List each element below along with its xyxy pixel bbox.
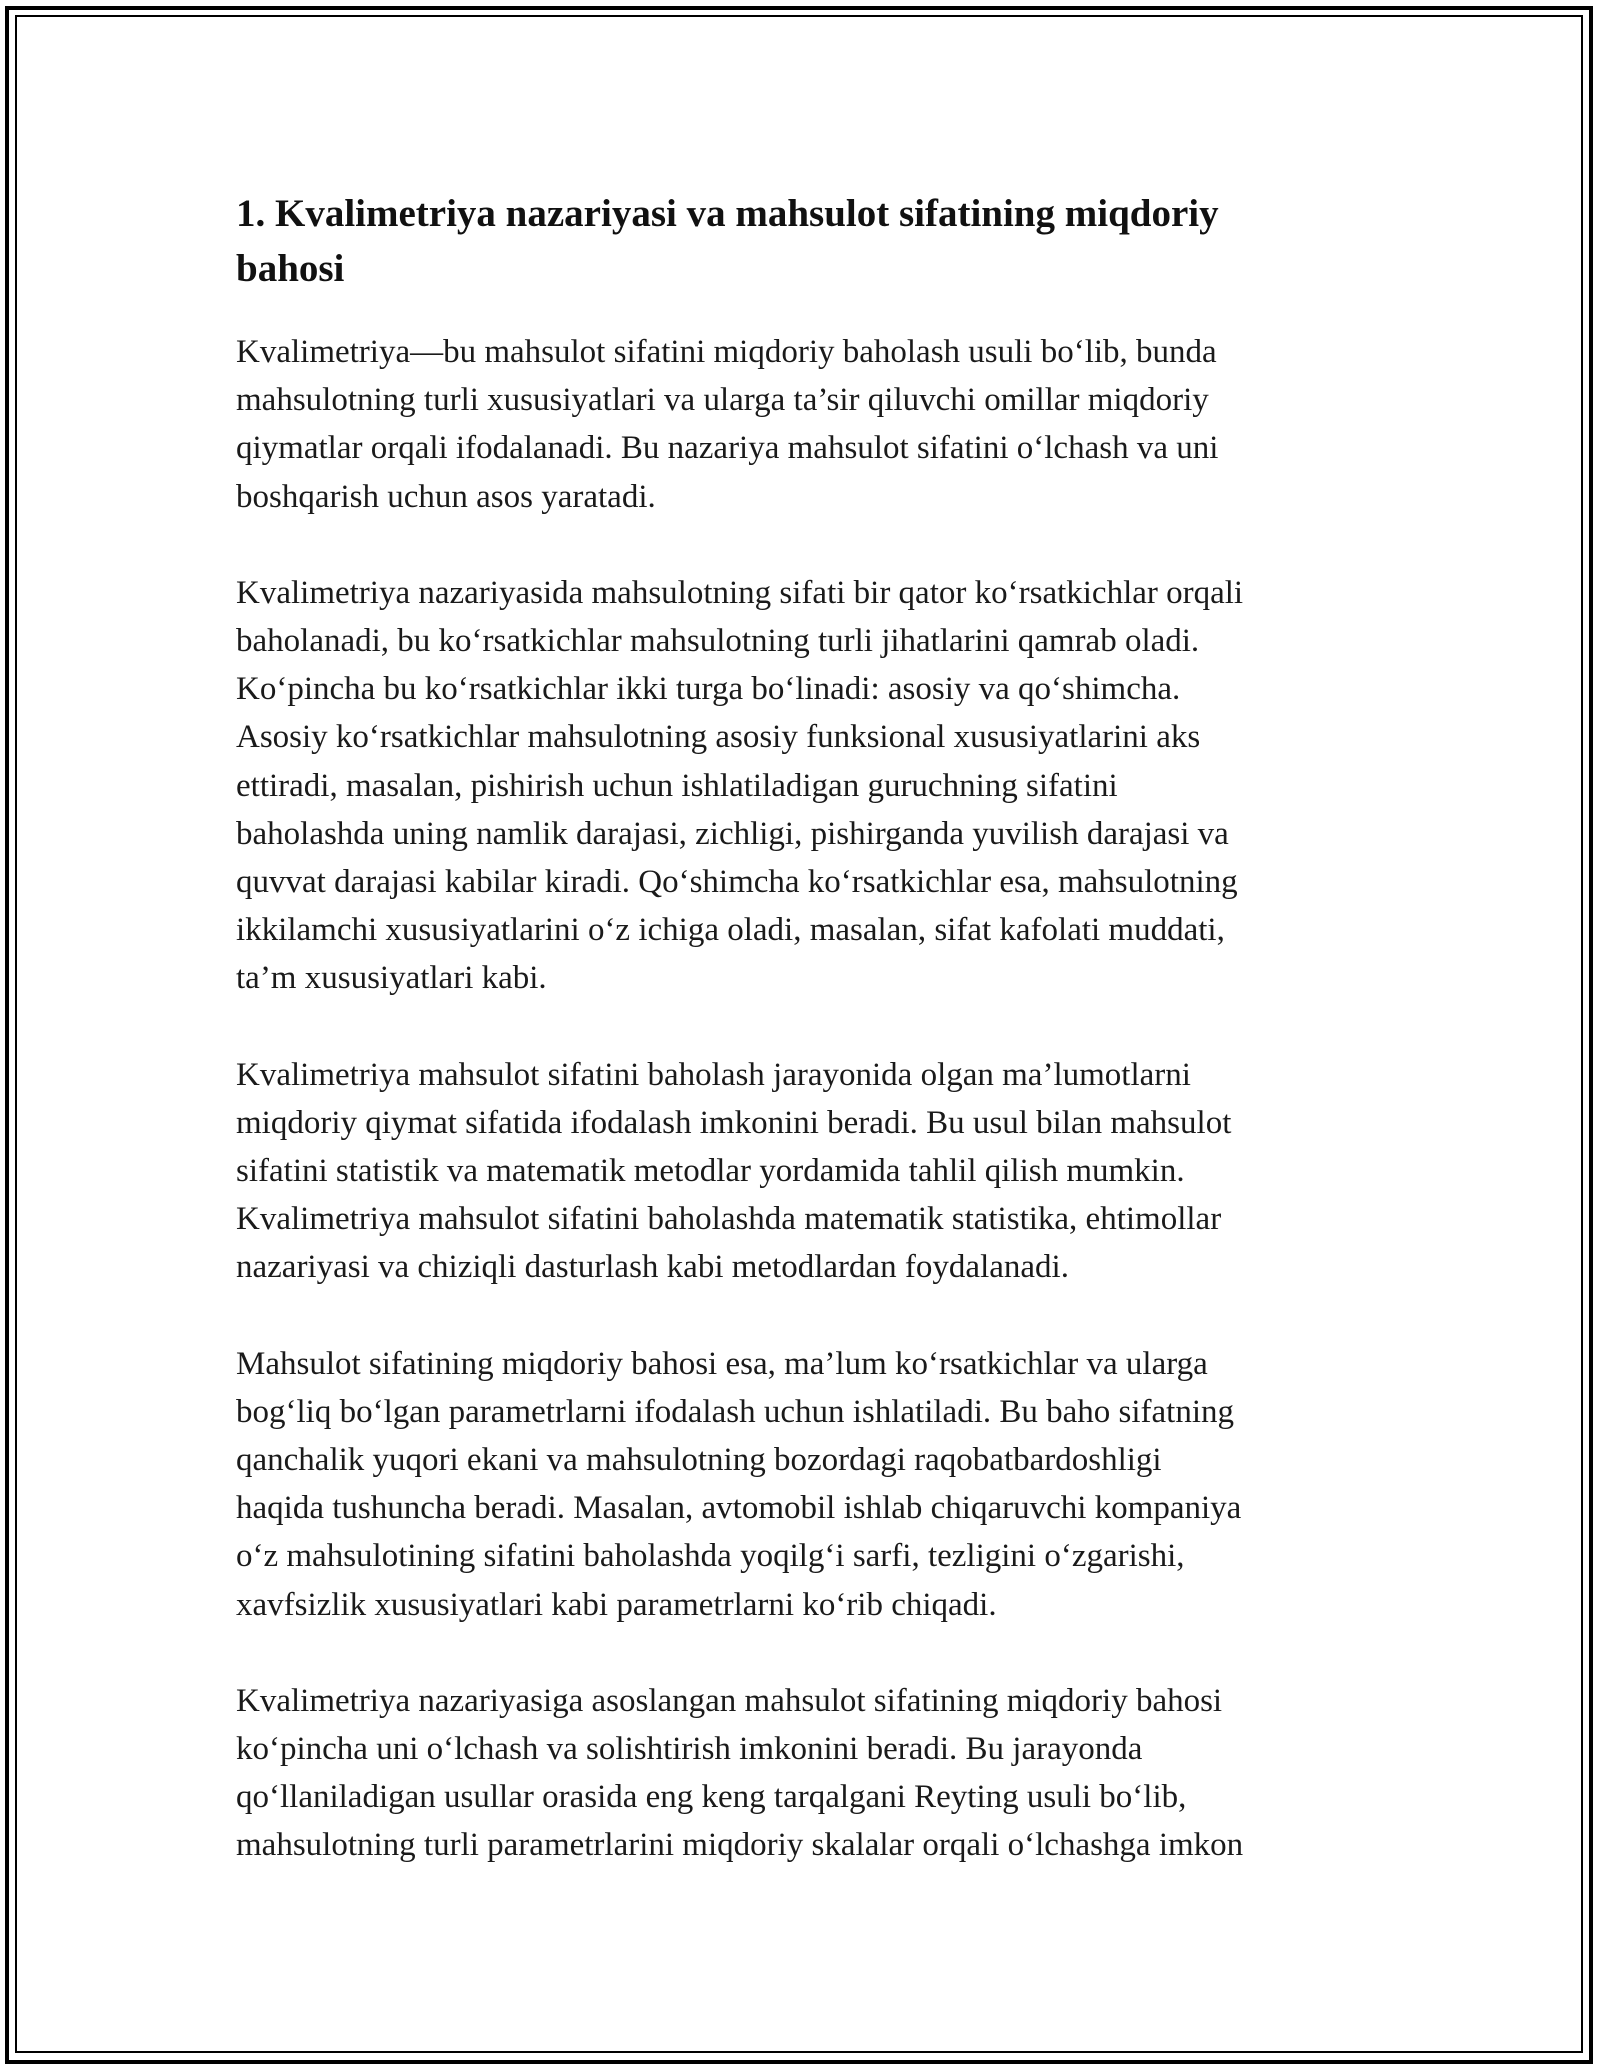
document-body [236, 186, 1386, 1918]
paragraph-1: Kvalimetriya—bu mahsulot sifatini miqdoriy baholash usuli bo‘lib, bunda mahsulotning turli xususiyatlari va ularga ta’sir qiluvchi omillar miqdoriy qiymatlar orqali ifodalanadi. Bu nazariya mahsulot sifatini o‘lchash va uni boshqarish uchun asos yaratadi. [236, 334, 1219, 515]
section-heading: 1. Kvalimetriya nazariyasi va mahsulot sifatining miqdoriy bahosi [236, 192, 1219, 290]
paragraph-3: Kvalimetriya mahsulot sifatini baholash jarayonida olgan ma’lumotlarni miqdoriy qiymat sifatida ifodalash imkonini beradi. Bu usul bilan mahsulot sifatini statistik va matematik metodlar yordamida tahlil qilish mumkin. Kvalimetriya mahsulot sifatini baholashda matematik statistika, ehtimollar nazariyasi va chiziqli dasturlash kabi metodlardan foydalanadi. [236, 1056, 1232, 1286]
paragraph-5: Kvalimetriya nazariyasiga asoslangan mahsulot sifatining miqdoriy bahosi ko‘pincha uni o‘lchash va solishtirish imkonini beradi. Bu jarayonda qo‘llaniladigan usullar orasida eng keng tarqalgani Reyting usuli bo‘lib, mahsulotning turli parametrlarini miqdoriy skalalar orqali o‘lchashga imkon [236, 1682, 1244, 1864]
paragraph-4: Mahsulot sifatining miqdoriy bahosi esa, ma’lum ko‘rsatkichlar va ularga bog‘liq bo‘lgan parametrlarni ifodalash uchun ishlatiladi. Bu baho sifatning qanchalik yuqori ekani va mahsulotning bozordagi raqobatbardoshligi haqida tushuncha beradi. Masalan, avtomobil ishlab chiqaruvchi kompaniya o‘z mahsulotining sifatini baholashda yoqilg‘i sarfi, tezligini o‘zgarishi, xavfsizlik xususiyatlari kabi parametrlarni ko‘rib chiqadi. [236, 1345, 1242, 1623]
paragraph-2: Kvalimetriya nazariyasida mahsulotning sifati bir qator ko‘rsatkichlar orqali baholanadi, bu ko‘rsatkichlar mahsulotning turli jihatlarini qamrab oladi. Ko‘pincha bu ko‘rsatkichlar ikki turga bo‘linadi: asosiy va qo‘shimcha. Asosiy ko‘rsatkichlar mahsulotning asosiy funksional xususiyatlarini aks ettiradi, masalan, pishirish uchun ishlatiladigan guruchning sifatini baholashda uning namlik darajasi, zichligi, pishirganda yuvilish darajasi va quvvat darajasi kabilar kiradi. Qo‘shimcha ko‘rsatkichlar esa, mahsulotning ikkilamchi xususiyatlarini o‘z ichiga oladi, masalan, sifat kafolati muddati, ta’m xususiyatlari kabi. [236, 574, 1244, 997]
